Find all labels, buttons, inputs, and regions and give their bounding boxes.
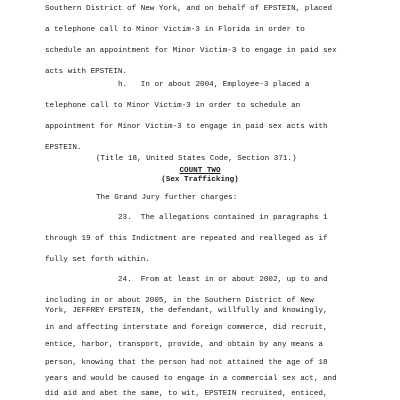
count-subheading: (Sex Trafficking) bbox=[161, 176, 239, 184]
text-line: h. In or about 2004, Employee-3 placed a bbox=[118, 81, 310, 89]
text-line: through 19 of this Indictment are repeated and realleged as if bbox=[45, 235, 328, 243]
text-line: in and affecting interstate and foreign commerce, did recruit, bbox=[45, 324, 328, 332]
text-line: The Grand Jury further charges: bbox=[96, 194, 238, 202]
text-line: years and would be caused to engage in a commercial sex act, and bbox=[45, 375, 337, 383]
citation-line: (Title 18, United States Code, Section 371.) bbox=[96, 155, 297, 163]
paragraph-23-line: 23. The allegations contained in paragraphs 1 bbox=[118, 214, 328, 222]
text-line: appointment for Minor Victim-3 to engage in paid sex acts with bbox=[45, 123, 328, 131]
text-line: schedule an appointment for Minor Victim-3 to engage in paid sex bbox=[45, 47, 337, 55]
text-line: a telephone call to Minor Victim-3 in Florida in order to bbox=[45, 26, 305, 34]
count-heading-text: COUNT TWO bbox=[179, 167, 221, 175]
text-line: EPSTEIN. bbox=[45, 144, 82, 152]
text-line: entice, harbor, transport, provide, and obtain by any means a bbox=[45, 341, 323, 349]
text-line: telephone call to Minor Victim-3 in order to schedule an bbox=[45, 102, 301, 110]
paragraph-24-line: 24. From at least in or about 2002, up to and bbox=[118, 276, 328, 284]
text-line: including in or about 2005, in the Southern District of New bbox=[45, 297, 314, 305]
text-line: fully set forth within. bbox=[45, 256, 150, 264]
text-line: Southern District of New York, and on behalf of EPSTEIN, placed bbox=[45, 5, 333, 13]
text-line: did aid and abet the same, to wit, EPSTEIN recruited, enticed, bbox=[45, 390, 328, 398]
text-line: person, knowing that the person had not attained the age of 18 bbox=[45, 359, 328, 367]
text-line: acts with EPSTEIN. bbox=[45, 68, 128, 76]
text-line: York, JEFFREY EPSTEIN, the defendant, willfully and knowingly, bbox=[45, 307, 328, 315]
